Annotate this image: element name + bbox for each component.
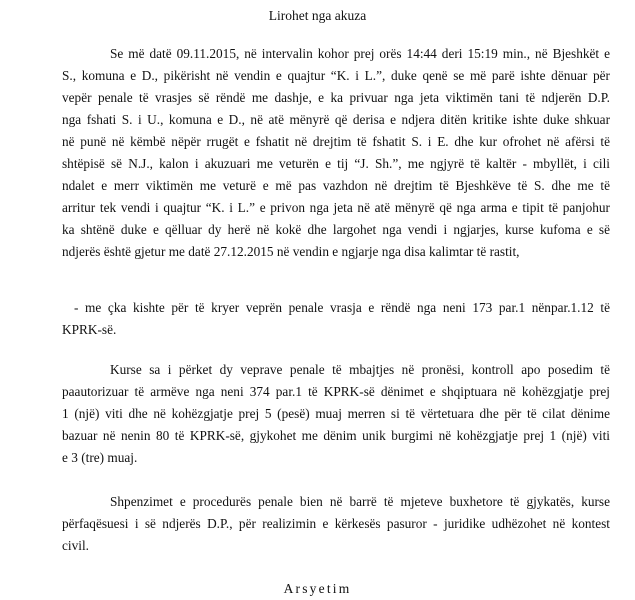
text-line: Shpenzimet e procedurës penale bien në barrë të mjeteve buxhetore të gjykatës, kurse <box>110 494 610 509</box>
paragraph-criminal-offense <box>62 297 610 341</box>
text-line: bazuar në nenin 80 të KPRK-së, gjykohet me dënim unik burgimi në kohëzgjatje prej 1 (një) viti <box>62 428 610 443</box>
paragraph-sentence <box>62 359 610 469</box>
text-line: S., komuna e D., pikërisht në vendin e quajtur “K. i L.”, duke qenë se më parë ishte dënuar për <box>62 68 610 83</box>
text-line: paautorizuar të armëve nga neni 374 par.1 të KPRK-së dënimet e shqiptuara në kohëzgjatje prej <box>62 384 610 399</box>
text-line: e 3 (tre) muaj. <box>62 450 138 465</box>
text-line: Kurse sa i përket dy veprave penale të mbajtjes në pronësi, kontroll apo posedim të <box>110 362 610 377</box>
text-line: 1 (një) viti dhe në kohëzgjatje prej 5 (pesë) muaj merren si të vërtetuara dhe për të cilat dënime <box>62 406 610 421</box>
text-line: ka shtënë duke e qëlluar dy herë në kokë dhe largohet nga vendi i ngjarjes, kurse kufoma e së <box>62 222 610 237</box>
text-line: arritur tek vendi i quajtur “K. i L.” e privon nga jeta në atë mënyrë që nga arma e tipit të panjohur <box>62 200 610 215</box>
text-line: në punë në këmbë nëpër rrugët e fshatit në drejtim të fshatit S. i E. dhe kur ofrohet në afërsi të <box>62 134 610 149</box>
text-line: ndjerës është gjetur me datë 27.12.2015 në vendin e ngjarje nga disa kalimtar të rastit, <box>62 244 520 259</box>
text-line: vepër penale të vrasjes së rëndë me dashje, e ka privuar nga jeta viktimën tani të ndjerën D.P. <box>62 90 610 105</box>
text-line: - me çka kishte për të kryer veprën penale vrasja e rëndë nga neni 173 par.1 nënpar.1.12 të <box>74 300 610 315</box>
text-line: KPRK-së. <box>62 322 117 337</box>
paragraph-procedural-costs <box>62 491 610 557</box>
text-line: nga fshati S. i U., komuna e D., në atë mënyrë që derisa e ndjera ditën kritike ishte duke shkuar <box>62 112 610 127</box>
text-line: civil. <box>62 538 89 553</box>
section-heading-reasoning: Arsyetim <box>283 581 352 596</box>
paragraph-charge-description <box>62 43 610 263</box>
text-line: Se më datë 09.11.2015, në intervalin kohor prej orës 14:44 deri 15:19 min., në Bjeshkët e <box>110 46 610 61</box>
text-line: ndalet e merr viktimën me veturë e më pas vazhdon në drejtim të Bjeshkëve të S. dhe me të <box>62 178 610 193</box>
text-line: përfaqësuesi i së ndjerës D.P., për realizimin e kërkesës pasuror - juridike udhëzohet në kontest <box>62 516 610 531</box>
text-line: shtëpisë së N.J., kalon i akuzuari me veturën e tij “J. Sh.”, me ngjyrë të kaltër - mbyllët, i cili <box>62 156 610 171</box>
document-title: Lirohet nga akuza <box>268 8 367 23</box>
